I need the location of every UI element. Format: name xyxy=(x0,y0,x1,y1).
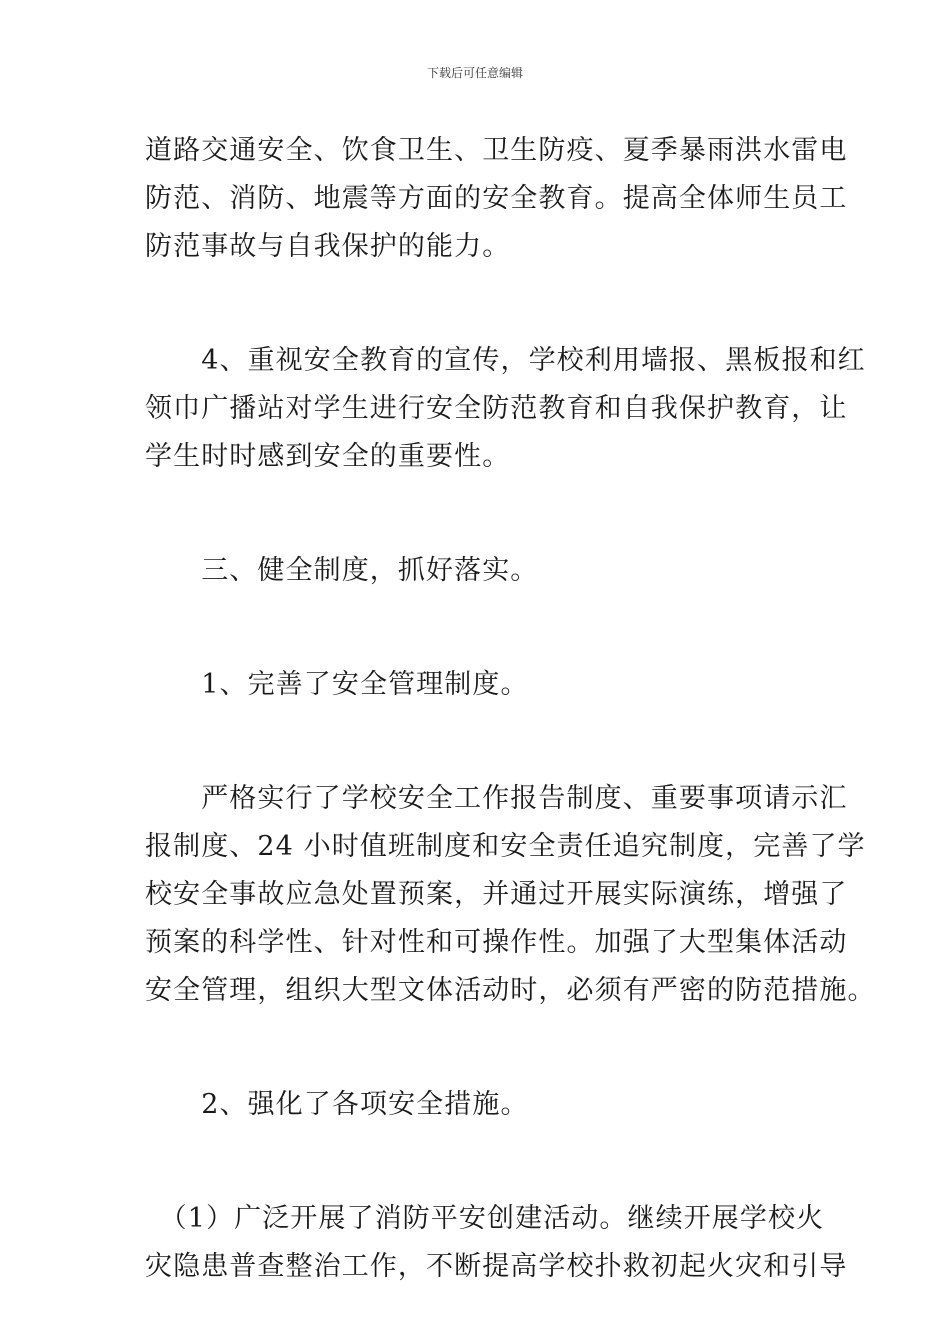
page-header-note: 下载后可任意编辑 xyxy=(426,66,523,80)
text-line: 道路交通安全、饮食卫生、卫生防疫、夏季暴雨洪水雷电 xyxy=(145,135,848,166)
paragraph-gap xyxy=(145,1015,810,1081)
text-line: 防范、消防、地震等方面的安全教育。提高全体师生员工 xyxy=(145,183,848,214)
paragraph-gap xyxy=(145,481,810,547)
paragraph-gap xyxy=(145,595,810,661)
text-line: 1、完善了安全管理制度。 xyxy=(145,669,529,700)
text-line: 预案的科学性、针对性和可操作性。加强了大型集体活动 xyxy=(145,927,848,958)
paragraph-safety-education-topics xyxy=(145,127,848,271)
text-line: 三、健全制度，抓好落实。 xyxy=(145,555,539,586)
paragraph-reporting-system xyxy=(145,775,876,1015)
text-line: 报制度、24 小时值班制度和安全责任追究制度，完善了学 xyxy=(145,831,866,862)
text-line: 严格实行了学校安全工作报告制度、重要事项请示汇 xyxy=(145,783,848,814)
document-body xyxy=(145,127,876,1291)
text-line: 领巾广播站对学生进行安全防范教育和自我保护教育，让 xyxy=(145,393,848,424)
text-line: （1）广泛开展了消防平安创建活动。继续开展学校火 xyxy=(145,1203,825,1234)
paragraph-gap xyxy=(145,709,810,775)
text-line: 灾隐患普查整治工作，不断提高学校扑救初起火灾和引导 xyxy=(145,1251,848,1282)
text-line: 2、强化了各项安全措施。 xyxy=(145,1089,529,1120)
section-heading-3 xyxy=(145,547,810,595)
subheading-2-safety-measures xyxy=(145,1081,810,1129)
paragraph-fire-safety xyxy=(145,1195,848,1291)
subheading-1-management-system xyxy=(145,661,810,709)
text-line: 安全管理，组织大型文体活动时，必须有严密的防范措施。 xyxy=(145,975,876,1006)
paragraph-item-4-publicity xyxy=(145,337,866,481)
text-line: 校安全事故应急处置预案，并通过开展实际演练，增强了 xyxy=(145,879,848,910)
text-line: 4、重视安全教育的宣传，学校利用墙报、黑板报和红 xyxy=(145,345,866,376)
paragraph-gap xyxy=(145,271,810,337)
text-line: 防范事故与自我保护的能力。 xyxy=(145,231,511,262)
text-line: 学生时时感到安全的重要性。 xyxy=(145,441,511,472)
paragraph-gap xyxy=(145,1129,810,1195)
